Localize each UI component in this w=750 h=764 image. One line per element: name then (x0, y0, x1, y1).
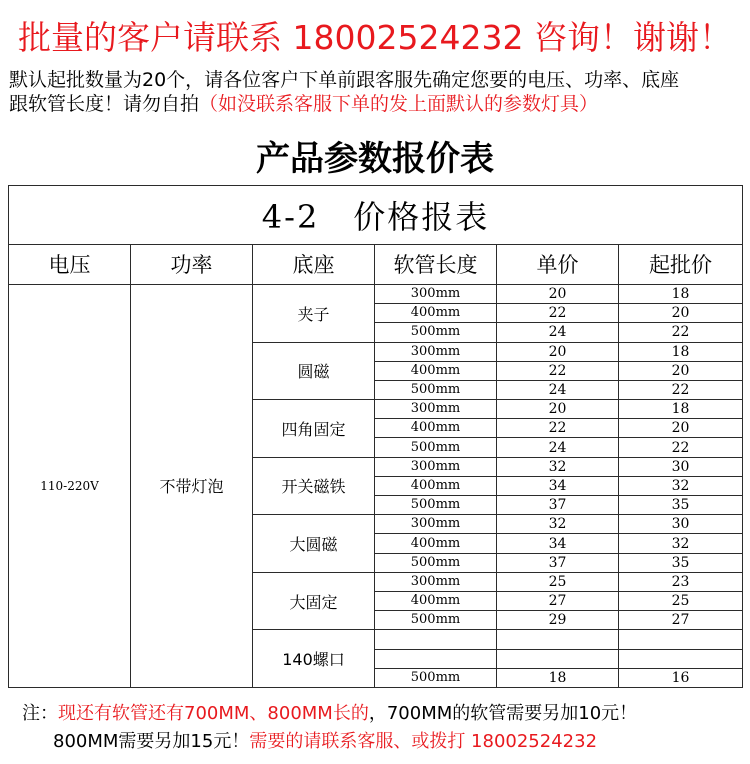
notice-line-2 (9, 92, 744, 116)
unit-price-cell: 25 (497, 572, 619, 591)
batch-price-cell: 20 (619, 304, 743, 323)
hose-length-cell: 500mm (375, 668, 497, 687)
unit-price-cell: 22 (497, 419, 619, 438)
unit-price-cell (497, 630, 619, 649)
unit-price-cell: 18 (497, 668, 619, 687)
hose-length-cell: 300mm (375, 515, 497, 534)
hose-length-cell: 400mm (375, 419, 497, 438)
notice-line-2-warning: （如没联系客服下单的发上面默认的参数灯具） (199, 93, 599, 115)
unit-price-cell: 32 (497, 457, 619, 476)
footer-hose-options: 现还有软管还有700MM、800MM长的 (58, 703, 369, 724)
table-row (9, 284, 743, 303)
base-type-cell: 圆磁 (253, 342, 375, 400)
batch-price-cell: 35 (619, 496, 743, 515)
batch-price-cell: 18 (619, 342, 743, 361)
hose-length-cell: 400mm (375, 361, 497, 380)
unit-price-cell: 27 (497, 591, 619, 610)
unit-price-cell: 20 (497, 400, 619, 419)
hose-length-cell: 500mm (375, 323, 497, 342)
footer-700mm-price: ，700MM的软管需要另加10元！ (368, 703, 638, 724)
hose-length-cell: 500mm (375, 611, 497, 630)
order-notice (9, 68, 744, 116)
batch-price-cell: 20 (619, 419, 743, 438)
table-title: 4-2 价格报表 (9, 186, 743, 245)
footer-line-1 (22, 700, 742, 728)
unit-price-cell: 32 (497, 515, 619, 534)
unit-price-cell: 37 (497, 496, 619, 515)
unit-price-cell: 22 (497, 304, 619, 323)
unit-price-cell (497, 649, 619, 668)
base-type-cell: 大固定 (253, 572, 375, 630)
batch-price-cell: 23 (619, 572, 743, 591)
hose-length-cell: 400mm (375, 476, 497, 495)
footer-contact: 需要的请联系客服、或拨打 18002524232 (249, 731, 598, 752)
page-title: 产品参数报价表 (256, 139, 494, 179)
hose-length-cell: 500mm (375, 496, 497, 515)
batch-price-cell: 30 (619, 457, 743, 476)
batch-price-cell: 22 (619, 323, 743, 342)
power-cell: 不带灯泡 (131, 284, 253, 687)
base-type-cell: 四角固定 (253, 400, 375, 458)
batch-price-cell: 18 (619, 400, 743, 419)
footer-note (22, 700, 742, 756)
unit-price-cell: 24 (497, 438, 619, 457)
batch-price-cell (619, 649, 743, 668)
batch-price-cell: 20 (619, 361, 743, 380)
hose-length-cell: 300mm (375, 342, 497, 361)
batch-price-cell: 18 (619, 284, 743, 303)
unit-price-cell: 20 (497, 342, 619, 361)
unit-price-cell: 22 (497, 361, 619, 380)
base-type-cell: 140螺口 (253, 630, 375, 688)
hose-length-cell: 300mm (375, 400, 497, 419)
hose-length-cell: 500mm (375, 553, 497, 572)
unit-price-cell: 24 (497, 380, 619, 399)
batch-price-cell (619, 630, 743, 649)
unit-price-cell: 29 (497, 611, 619, 630)
hose-length-cell: 400mm (375, 304, 497, 323)
hose-length-cell: 300mm (375, 457, 497, 476)
batch-price-cell: 27 (619, 611, 743, 630)
hose-length-cell: 400mm (375, 534, 497, 553)
hose-length-cell: 300mm (375, 572, 497, 591)
batch-price-cell: 22 (619, 380, 743, 399)
unit-price-cell: 20 (497, 284, 619, 303)
batch-price-cell: 22 (619, 438, 743, 457)
contact-banner: 批量的客户请联系 18002524232 咨询！谢谢！ (18, 18, 732, 57)
unit-price-cell: 37 (497, 553, 619, 572)
batch-price-cell: 30 (619, 515, 743, 534)
batch-price-cell: 25 (619, 591, 743, 610)
notice-line-1: 默认起批数量为20个，请各位客户下单前跟客服先确定您要的电压、功率、底座 (9, 69, 680, 91)
header-batch-price: 起批价 (619, 244, 743, 284)
hose-length-cell: 500mm (375, 438, 497, 457)
batch-price-cell: 16 (619, 668, 743, 687)
base-type-cell: 开关磁铁 (253, 457, 375, 515)
hose-length-cell (375, 630, 497, 649)
hose-length-cell: 400mm (375, 591, 497, 610)
base-type-cell: 夹子 (253, 284, 375, 342)
footer-800mm-price: 800MM需要另加15元！ (53, 731, 250, 752)
header-hose-length: 软管长度 (375, 244, 497, 284)
voltage-cell: 110-220V (9, 284, 131, 687)
batch-price-cell: 32 (619, 534, 743, 553)
header-power: 功率 (131, 244, 253, 284)
header-unit-price: 单价 (497, 244, 619, 284)
footer-note-prefix: 注： (22, 703, 58, 724)
batch-price-cell: 32 (619, 476, 743, 495)
price-table (8, 185, 743, 688)
batch-price-cell: 35 (619, 553, 743, 572)
footer-line-2 (22, 728, 742, 756)
hose-length-cell (375, 649, 497, 668)
hose-length-cell: 500mm (375, 380, 497, 399)
unit-price-cell: 34 (497, 476, 619, 495)
header-voltage: 电压 (9, 244, 131, 284)
unit-price-cell: 24 (497, 323, 619, 342)
notice-line-2-text: 跟软管长度！请勿自拍 (9, 93, 200, 115)
hose-length-cell: 300mm (375, 284, 497, 303)
table-header-row (9, 244, 743, 284)
base-type-cell: 大圆磁 (253, 515, 375, 573)
unit-price-cell: 34 (497, 534, 619, 553)
header-base: 底座 (253, 244, 375, 284)
